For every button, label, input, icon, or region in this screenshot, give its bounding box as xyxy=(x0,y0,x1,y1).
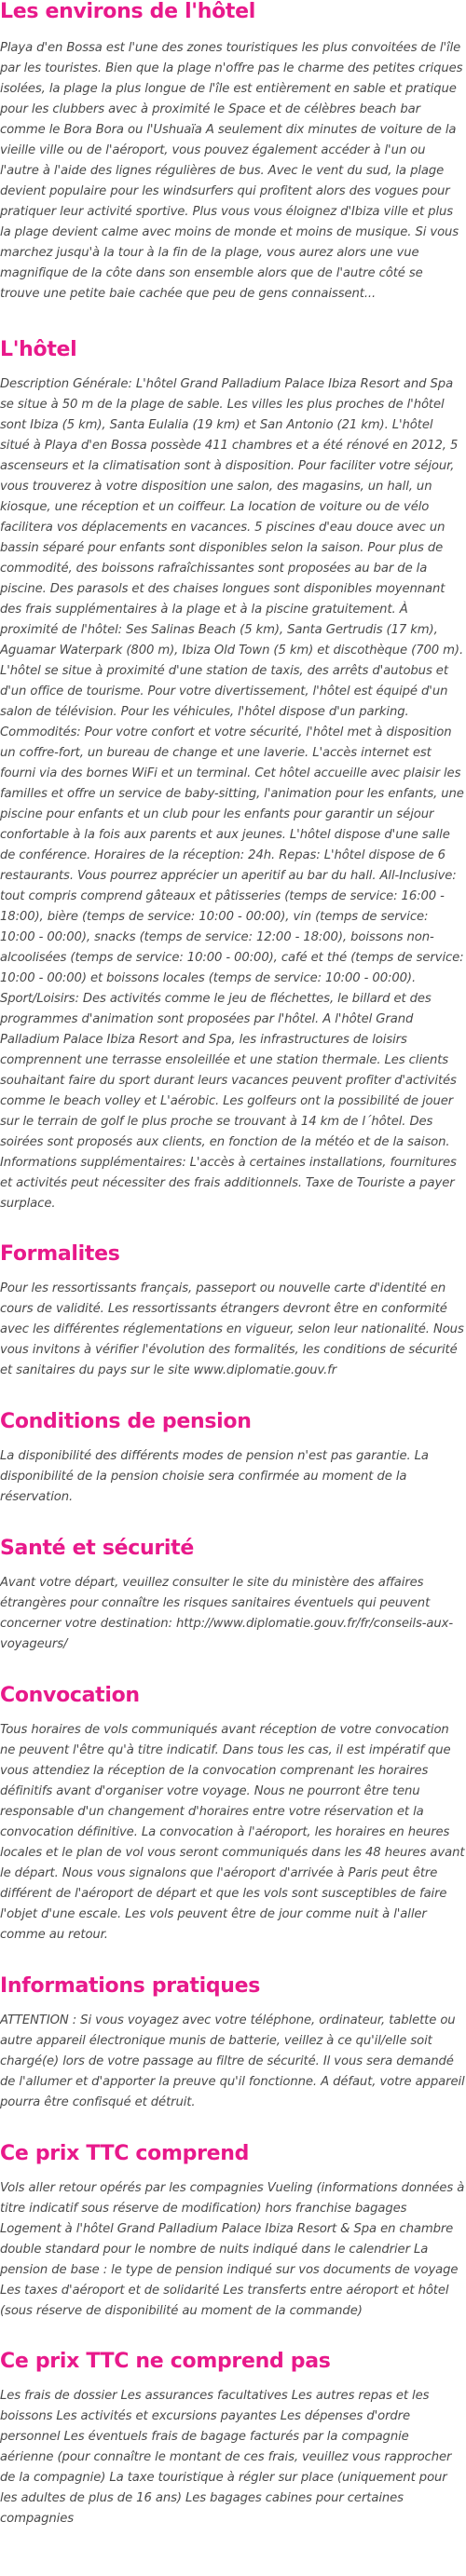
section-title-environs: Les environs de l'hôtel xyxy=(0,0,255,23)
section-title-pratiques: Informations pratiques xyxy=(0,1974,261,1998)
section-pension xyxy=(0,1410,466,1508)
section-body-price-includes: Vols aller retour opérés par les compagnies Vueling (informations données à titre indicatif sous réserve de modification) hors franchise bagages Logement à l'hôtel Grand Palladium Palace Ibiza Resort & Spa en chambre double standard pour le nombre de nuits indiqué dans le calendrier La pension de base : le type de pension indiqué sur vos documents de voyage Les taxes d'aéroport et de solidarité Les transferts entre aéroport et hôtel (sous réserve de disponibilité au moment de la commande) xyxy=(0,2181,465,2318)
section-title-formalites: Formalites xyxy=(0,1242,120,1266)
section-environs xyxy=(0,0,466,305)
section-title-pension: Conditions de pension xyxy=(0,1410,252,1433)
section-body-environs: Playa d'en Bossa est l'une des zones touristiques les plus convoitées de l'île par les touristes. Bien que la plage n'offre pas le charme des petites criques isolées, la plage la plus longue de l'île est entièrement en sable et pratique pour les clubbers avec à proximité le Space et de célèbres beach bar comme le Bora Bora ou l'Ushuaïa A seulement dix minutes de voiture de la vieille ville ou de l'aéroport, vous pouvez également accéder à l'un ou l'autre à l'aide des lignes régulières de bus. Avec le vent du sud, la plage devient populaire pour les windsurfers qui profitent alors des vogues pour pratiquer leur activité sportive. Plus vous vous éloignez d'Ibiza ville et plus la plage devient calme avec moins de monde et moins de musique. Si vous marchez jusqu'à la tour à la fin de la plage, vous aurez alors une vue magnifique de la côte dans son ensemble alors que de l'autre côté se trouve une petite baie cachée que peu de gens connaissent... xyxy=(0,41,463,301)
section-title-hotel: L'hôtel xyxy=(0,338,77,361)
section-formalites xyxy=(0,1242,466,1381)
section-sante xyxy=(0,1537,466,1655)
section-body-price-excludes: Les frais de dossier Les assurances facultatives Les autres repas et les boissons Les activités et excursions payantes Les dépenses d'ordre personnel Les éventuels frais de bagage facturés par la compagnie aérienne (pour connaître le montant de ces frais, veuillez vous rapprocher de la compagnie) La taxe touristique à régler sur place (uniquement pour les adultes de plus de 16 ans) Les bagages cabines pour certaines compagnies xyxy=(0,2389,452,2526)
section-pratiques xyxy=(0,1974,466,2113)
section-body-pension: La disponibilité des différents modes de pension n'est pas garantie. La disponibilité de la pension choisie sera confirmée au moment de la réservation. xyxy=(0,1449,429,1504)
section-price-excludes xyxy=(0,2350,466,2529)
section-body-convocation: Tous horaires de vols communiqués avant réception de votre convocation ne peuvent l'être qu'à titre indicatif. Dans tous les cas, il est impératif que vous attendiez la réception de la convocation comprenant les horaires définitifs avant d'organiser votre voyage. Nous ne pourront être tenu responsable d'un changement d'horaires entre votre réservation et la convocation définitive. La convocation à l'aéroport, les horaires en heures locales et le plan de vol vous seront communiqués dans les 48 heures avant le départ. Nous vous signalons que l'aéroport d'arrivée à Paris peut être différent de l'aéroport de départ et que les vols sont susceptibles de faire l'objet d'une escale. Les vols peuvent être de jour comme nuit à l'aller comme au retour. xyxy=(0,1723,465,1942)
section-hotel xyxy=(0,338,466,1214)
section-title-convocation: Convocation xyxy=(0,1684,140,1707)
section-body-sante: Avant votre départ, veuillez consulter le site du ministère des affaires étrangères pour connaître les risques sanitaires éventuels qui peuvent concerner votre destination: http://www.diplomatie.gouv.fr/fr/conseils-aux-voyageurs/ xyxy=(0,1576,454,1651)
section-convocation xyxy=(0,1684,466,1946)
section-body-formalites: Pour les ressortissants français, passeport ou nouvelle carte d'identité en cours de validité. Les ressortissants étrangers devront être en conformité avec les différentes réglementations en vigueur, selon leur nationalité. Nous vous invitons à vérifier l'évolution des formalités, les conditions de sécurité et sanitaires du pays sur le site www.diplomatie.gouv.fr xyxy=(0,1281,464,1377)
section-body-hotel: Description Générale: L'hôtel Grand Palladium Palace Ibiza Resort and Spa se situe à 50 m de la plage de sable. Les villes les plus proches de l'hôtel sont Ibiza (5 km), Santa Eulalia (19 km) et San Antonio (21 km). L'hôtel situé à Playa d'en Bossa possède 411 chambres et a été rénové en 2012, 5 ascenseurs et la climatisation sont à disposition. Pour faciliter votre séjour, vous trouverez à votre disposition une salon, des magasins, un hall, un kiosque, une réception et un coiffeur. La location de voiture ou de vélo facilitera vos déplacements en vacances. 5 piscines d'eau douce avec un bassin séparé pour enfants sont disponibles selon la saison. Pour plus de commodité, des boissons rafraîchissantes sont proposées au bar de la piscine. Des parasols et des chaises longues sont disponibles moyennant des frais supplémentaires à la plage et à la piscine gratuitement. À proximité de l'hôtel: Ses Salinas Beach (5 km), Santa Gertrudis (17 km), Aguamar Waterpark (800 m), Ibiza Old Town (5 km) et discothèque (700 m). L'hôtel se situe à proximité d'une station de taxis, des arrêts d'autobus et d'un office de tourisme. Pour votre divertissement, l'hôtel est équipé d'un salon de télévision. Pour les véhicules, l'hôtel dispose d'un parking. Commodités: Pour votre confort et votre sécurité, l'hôtel met à disposition un coffre-fort, un bureau de change et une laverie. L'accès internet est fourni via des bornes WiFi et un terminal. Cet hôtel accueille avec plaisir les familles et offre un service de baby-sitting, l'animation pour les enfants, une piscine pour enfants et un club pour les enfants pour garantir un séjour confortable à la fois aux parents et aux jeunes. L'hôtel dispose d'une salle de conférence. Horaires de la réception: 24h. Repas: L'hôtel dispose de 6 restaurants. Vous pourrez apprécier un aperitif au bar du hall. All-Inclusive: tout compris comprend gâteaux et pâtisseries (temps de service: 16:00 - 18:00), bière (temps de service: 10:00 - 00:00), vin (temps de service: 10:00 - 00:00), snacks (temps de service: 12:00 - 18:00), boissons non-alcoolisées (temps de service: 10:00 - 00:00), café et thé (temps de service: 10:00 - 00:00) et boissons locales (temps de service: 10:00 - 00:00). Sport/Loisirs: Des activités comme le jeu de fléchettes, le billard et des programmes d'animation sont proposées par l'hôtel. A l'hôtel Grand Palladium Palace Ibiza Resort and Spa, les infrastructures de loisirs comprennent une terrasse ensoleillée et une station thermale. Les clients souhaitant faire du sport durant leurs vacances peuvent profiter d'activités comme le beach volley et L'aérobic. Les golfeurs ont la possibilité de jouer sur le terrain de golf le plus proche se trouvant à 14 km de l´hôtel. Des soirées sont proposés aux clients, en fonction de la météo et de la saison. Informations supplémentaires: L'accès à certaines installations, fournitures et activités peut nécessiter des frais additionnels. Taxe de Touriste a payer surplace. xyxy=(0,377,464,1211)
section-body-pratiques: ATTENTION : Si vous voyagez avec votre téléphone, ordinateur, tablette ou autre appareil électronique munis de batterie, veillez à ce qu'il/elle soit chargé(e) lors de votre passage au filtre de sécurité. Il vous sera demandé de l'allumer et d'apporter la preuve qu'il fonctionne. A défaut, votre appareil pourra être confisqué et détruit. xyxy=(0,2013,465,2109)
section-title-price-excludes: Ce prix TTC ne comprend pas xyxy=(0,2350,331,2373)
section-title-price-includes: Ce prix TTC comprend xyxy=(0,2142,250,2165)
section-price-includes xyxy=(0,2142,466,2322)
section-title-sante: Santé et sécurité xyxy=(0,1537,194,1560)
